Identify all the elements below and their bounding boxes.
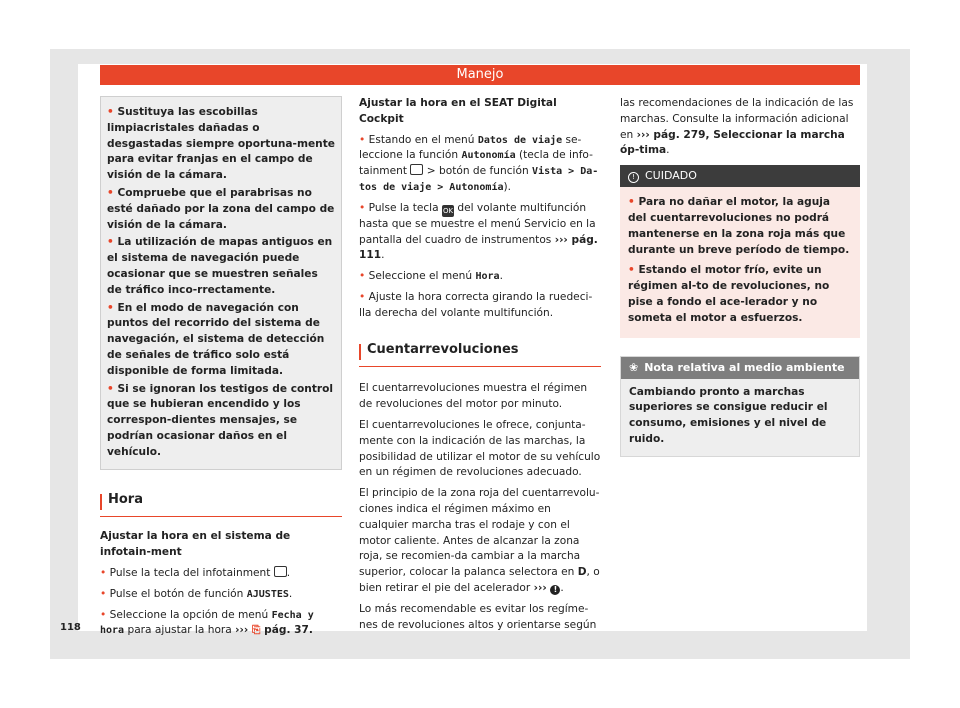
- caution-header: ! CUIDADO: [620, 165, 860, 187]
- reference-link[interactable]: ››› ⎘ pág. 37.: [235, 624, 313, 637]
- section-accent-bar: [359, 344, 361, 360]
- caution-box: [620, 165, 860, 337]
- section-title: Cuentarrevoluciones: [367, 341, 519, 357]
- notice-item: • En el modo de navegación con puntos del recorrido del sistema de navegación, el sistema de detección de señales de tráfico solo está disponible de forma limitada.: [107, 301, 325, 377]
- step-item: • Seleccione el menú Hora.: [359, 270, 503, 283]
- section-cuentarrevoluciones: [359, 342, 601, 368]
- page-number: 118: [60, 622, 81, 633]
- step-item: • Ajuste la hora correcta girando la ruedeci-lla derecha del volante multifunción.: [359, 290, 593, 319]
- step-item: • Pulse el botón de función AJUSTES.: [100, 587, 293, 600]
- paragraph: El cuentarrevoluciones muestra el régimen de revoluciones del motor por minuto.: [359, 382, 588, 411]
- notice-item: • Compruebe que el parabrisas no esté dañado por la zona del campo de visión de la cámara.: [107, 186, 335, 231]
- subheading: Ajustar la hora en el sistema de infotain-ment: [100, 530, 291, 559]
- note-header: ❀ Nota relativa al medio ambiente: [621, 357, 859, 379]
- caution-icon: !: [628, 172, 639, 183]
- column-right: [620, 96, 860, 457]
- column-left: [100, 96, 342, 644]
- paragraph: Lo más recomendable es evitar los regíme-nes de revoluciones altos y orientarse según: [359, 602, 597, 631]
- reference-link[interactable]: ››› pág. 111: [359, 233, 598, 262]
- reference-page-icon: ⎘: [251, 624, 261, 637]
- notice-box: [100, 96, 342, 470]
- caution-item: • Estando el motor frío, evite un régimen al-to de revoluciones, no pise a fondo el ace-lerador y no someta el motor a esfuerzos.: [628, 264, 830, 324]
- paragraph: El cuentarrevoluciones le ofrece, conjunta-mente con la indicación de las marchas, la posibilidad de utilizar el motor de su vehículo en un régimen de revoluciones adecuado.: [359, 418, 601, 479]
- environment-icon: ❀: [629, 360, 639, 374]
- subheading: Ajustar la hora en el SEAT Digital Cockpit: [359, 97, 557, 125]
- paragraph: El principio de la zona roja del cuentarrevolu-ciones indica el régimen máximo en cualquier marcha tras el rodaje y con el motor caliente. Antes de alcanzar la zona roja, se recomien-da cambiar a la marcha superior, colocar la palanca selectora en D, o bien retirar el pie del acelerador ››› ! .: [359, 487, 600, 594]
- section-header: Manejo: [100, 65, 860, 85]
- paragraph: las recomendaciones de la indicación de las marchas. Consulte la información adicional en ››› pág. 279, Seleccionar la marcha óp-tima.: [620, 97, 854, 157]
- notice-item: • La utilización de mapas antiguos en el sistema de navegación puede ocasionar que se muestren señales de tráfico inco-rrectamente.: [107, 236, 333, 296]
- step-item: • Seleccione la opción de menú Fecha y hora para ajustar la hora ››› ⎘ pág. 37.: [100, 608, 314, 637]
- step-item: • Pulse la tecla OK del volante multifunción hasta que se muestre el menú Servicio en la pantalla del cuadro de instrumentos ››› pág. 111.: [359, 201, 598, 262]
- section-accent-bar: [100, 494, 102, 510]
- step-item: • Pulse la tecla del infotainment .: [100, 566, 291, 579]
- section-title: Hora: [108, 491, 143, 507]
- note-body: Cambiando pronto a marchas superiores se consigue reducir el consumo, emisiones y el nivel de ruido.: [629, 385, 828, 445]
- section-hora: [100, 492, 342, 518]
- notice-item: • Sustituya las escobillas limpiacristales dañadas o desgastadas siempre oportuna-mente para evitar franjas en el campo de visión de la cámara.: [107, 106, 335, 182]
- ok-key-icon: OK: [442, 206, 454, 215]
- column-middle: [359, 96, 601, 638]
- notice-item: • Si se ignoran los testigos de control que se hubieran encendido y los correspon-dientes mensajes, se podrían ocasionar daños en el vehículo.: [107, 382, 334, 458]
- reference-link[interactable]: ››› pág. 279, Seleccionar la marcha óp-tima: [620, 128, 845, 157]
- info-circle-icon: !: [550, 585, 560, 595]
- caution-item: • Para no dañar el motor, la aguja del cuentarrevoluciones no podrá mantenerse en la zona roja más que durante un breve período de tiempo.: [628, 196, 850, 256]
- step-item: • Estando en el menú Datos de viaje se-leccione la función Autonomía (tecla de info-tainment > botón de función Vista > Da-tos de viaje > Autonomía).: [359, 133, 599, 193]
- infotainment-icon: [274, 566, 287, 577]
- infotainment-icon: [410, 164, 423, 175]
- reference-link[interactable]: ››› !: [534, 582, 561, 594]
- caution-body: [620, 187, 860, 337]
- environment-note-box: [620, 356, 860, 457]
